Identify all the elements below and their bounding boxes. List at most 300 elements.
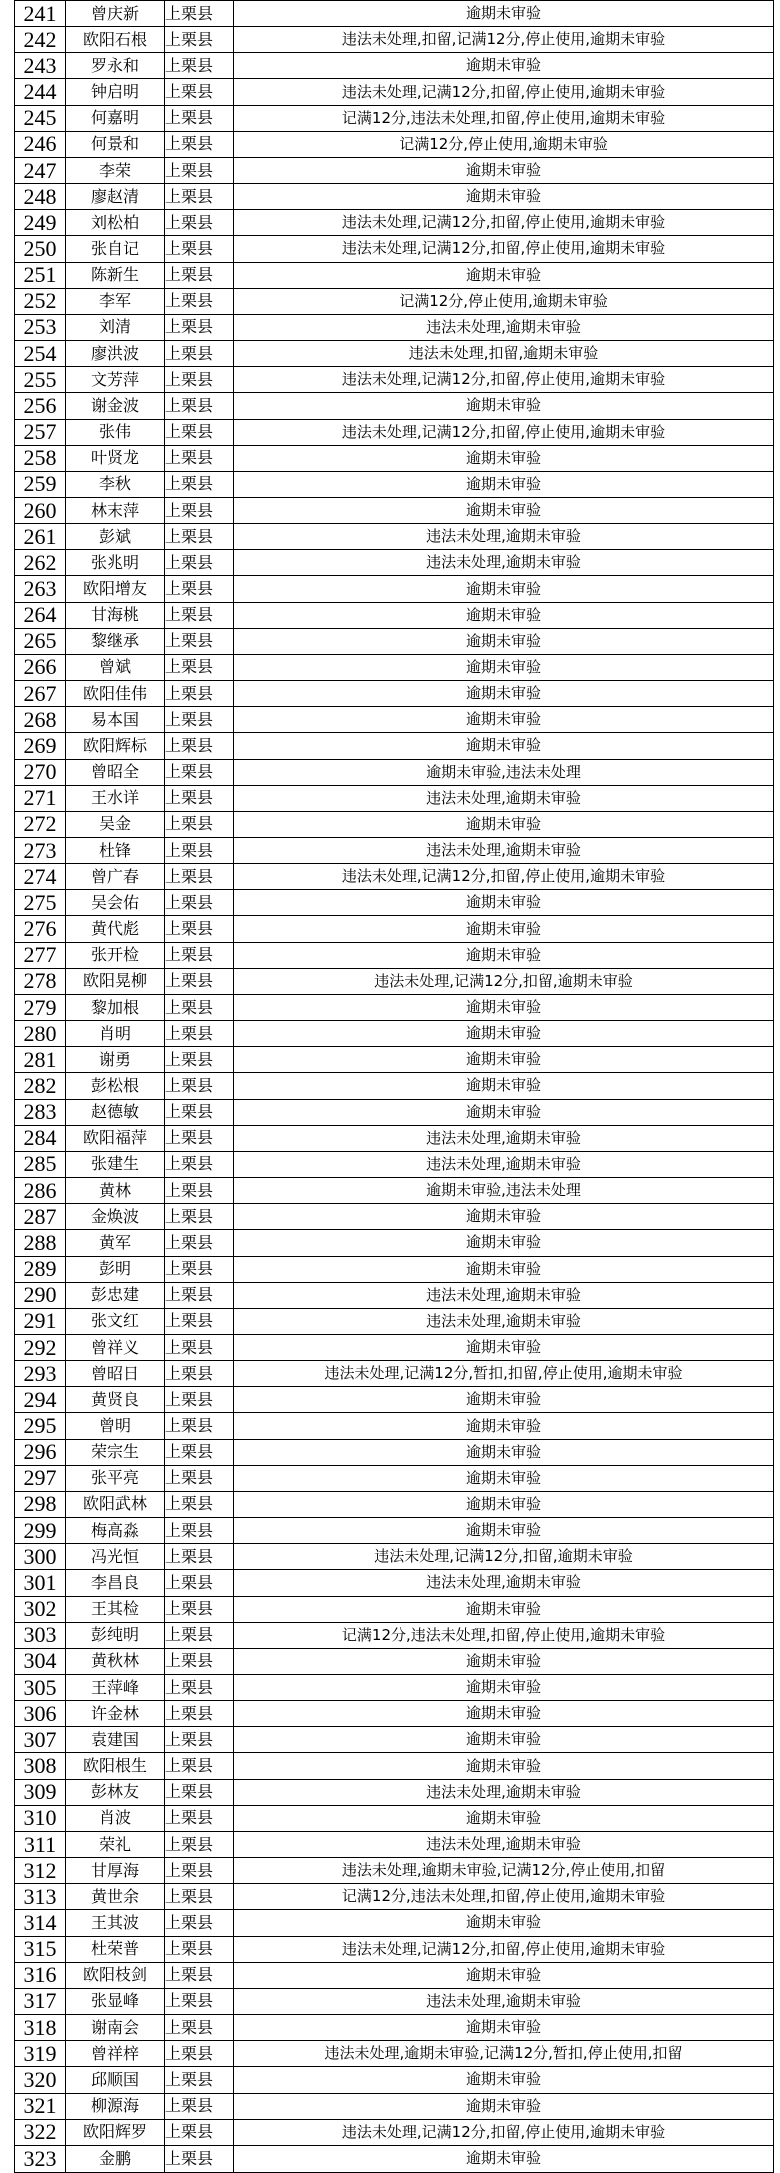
table-row [15, 1518, 774, 1544]
county-name: 上栗县 [165, 524, 234, 550]
table-row [15, 864, 774, 890]
row-number: 319 [15, 2041, 66, 2067]
violation-status: 违法未处理,逾期未审验 [234, 1151, 774, 1177]
county-name: 上栗县 [165, 1073, 234, 1099]
county-name: 上栗县 [165, 864, 234, 890]
county-name: 上栗县 [165, 602, 234, 628]
person-name: 曾祥梓 [66, 2041, 165, 2067]
violation-status: 违法未处理,扣留,逾期未审验 [234, 341, 774, 367]
county-name: 上栗县 [165, 1962, 234, 1988]
row-number: 289 [15, 1256, 66, 1282]
row-number: 294 [15, 1387, 66, 1413]
violation-status: 逾期未审验 [234, 681, 774, 707]
county-name: 上栗县 [165, 1831, 234, 1857]
violation-status: 违法未处理,记满12分,扣留,停止使用,逾期未审验 [234, 367, 774, 393]
violation-status: 逾期未审验 [234, 707, 774, 733]
violation-status: 逾期未审验 [234, 1491, 774, 1517]
person-name: 黄世余 [66, 1884, 165, 1910]
county-name: 上栗县 [165, 79, 234, 105]
row-number: 254 [15, 341, 66, 367]
violation-status: 违法未处理,逾期未审验 [234, 1570, 774, 1596]
person-name: 李秋 [66, 471, 165, 497]
table-row [15, 1387, 774, 1413]
person-name: 肖波 [66, 1805, 165, 1831]
violation-status: 逾期未审验 [234, 2067, 774, 2093]
county-name: 上栗县 [165, 2119, 234, 2145]
row-number: 250 [15, 236, 66, 262]
violation-status: 逾期未审验 [234, 1230, 774, 1256]
row-number: 252 [15, 288, 66, 314]
person-name: 吴金 [66, 811, 165, 837]
row-number: 258 [15, 445, 66, 471]
row-number: 261 [15, 524, 66, 550]
row-number: 269 [15, 733, 66, 759]
person-name: 甘海桃 [66, 602, 165, 628]
table-row [15, 2145, 774, 2172]
row-number: 291 [15, 1308, 66, 1334]
violation-status: 违法未处理,记满12分,扣留,停止使用,逾期未审验 [234, 419, 774, 445]
violation-status: 违法未处理,记满12分,扣留,停止使用,逾期未审验 [234, 210, 774, 236]
table-row [15, 1753, 774, 1779]
person-name: 欧阳辉罗 [66, 2119, 165, 2145]
table-row [15, 105, 774, 131]
county-name: 上栗县 [165, 811, 234, 837]
table-row [15, 184, 774, 210]
row-number: 275 [15, 890, 66, 916]
person-name: 张自记 [66, 236, 165, 262]
violation-status: 逾期未审验 [234, 2093, 774, 2119]
row-number: 266 [15, 654, 66, 680]
row-number: 288 [15, 1230, 66, 1256]
table-row [15, 210, 774, 236]
table-row [15, 262, 774, 288]
row-number: 296 [15, 1439, 66, 1465]
county-name: 上栗县 [165, 1675, 234, 1701]
records-table-body [15, 1, 774, 2173]
county-name: 上栗县 [165, 27, 234, 53]
person-name: 张文红 [66, 1308, 165, 1334]
violation-status: 逾期未审验 [234, 471, 774, 497]
violation-status: 逾期未审验 [234, 445, 774, 471]
violation-status: 逾期未审验 [234, 1413, 774, 1439]
person-name: 曾庆新 [66, 1, 165, 27]
table-row [15, 1910, 774, 1936]
county-name: 上栗县 [165, 916, 234, 942]
person-name: 王萍峰 [66, 1675, 165, 1701]
table-row [15, 1701, 774, 1727]
violation-status: 逾期未审验 [234, 994, 774, 1020]
row-number: 256 [15, 393, 66, 419]
person-name: 肖明 [66, 1021, 165, 1047]
table-row [15, 1962, 774, 1988]
table-row [15, 524, 774, 550]
row-number: 293 [15, 1361, 66, 1387]
row-number: 264 [15, 602, 66, 628]
county-name: 上栗县 [165, 262, 234, 288]
county-name: 上栗县 [165, 1021, 234, 1047]
table-row [15, 471, 774, 497]
row-number: 263 [15, 576, 66, 602]
violation-status: 逾期未审验 [234, 1387, 774, 1413]
row-number: 322 [15, 2119, 66, 2145]
person-name: 王水详 [66, 785, 165, 811]
row-number: 313 [15, 1884, 66, 1910]
county-name: 上栗县 [165, 890, 234, 916]
violation-status: 违法未处理,记满12分,扣留,停止使用,逾期未审验 [234, 2119, 774, 2145]
table-row [15, 341, 774, 367]
person-name: 柳源海 [66, 2093, 165, 2119]
row-number: 287 [15, 1204, 66, 1230]
table-row [15, 759, 774, 785]
violation-status: 记满12分,违法未处理,扣留,停止使用,逾期未审验 [234, 1884, 774, 1910]
county-name: 上栗县 [165, 550, 234, 576]
county-name: 上栗县 [165, 105, 234, 131]
row-number: 279 [15, 994, 66, 1020]
row-number: 310 [15, 1805, 66, 1831]
person-name: 王其检 [66, 1596, 165, 1622]
row-number: 257 [15, 419, 66, 445]
table-row [15, 838, 774, 864]
table-row [15, 1099, 774, 1125]
row-number: 285 [15, 1151, 66, 1177]
person-name: 彭斌 [66, 524, 165, 550]
county-name: 上栗县 [165, 1334, 234, 1360]
person-name: 曾祥义 [66, 1334, 165, 1360]
table-row [15, 1439, 774, 1465]
person-name: 黄林 [66, 1178, 165, 1204]
person-name: 赵德敏 [66, 1099, 165, 1125]
person-name: 王其波 [66, 1910, 165, 1936]
county-name: 上栗县 [165, 2041, 234, 2067]
row-number: 301 [15, 1570, 66, 1596]
person-name: 冯光恒 [66, 1544, 165, 1570]
violation-status: 逾期未审验 [234, 1073, 774, 1099]
table-row [15, 890, 774, 916]
violation-status: 违法未处理,逾期未审验 [234, 838, 774, 864]
row-number: 317 [15, 1988, 66, 2014]
county-name: 上栗县 [165, 628, 234, 654]
row-number: 248 [15, 184, 66, 210]
person-name: 黄军 [66, 1230, 165, 1256]
row-number: 320 [15, 2067, 66, 2093]
county-name: 上栗县 [165, 341, 234, 367]
person-name: 许金林 [66, 1701, 165, 1727]
person-name: 彭明 [66, 1256, 165, 1282]
table-row [15, 550, 774, 576]
records-table [14, 0, 774, 2173]
violation-status: 逾期未审验 [234, 890, 774, 916]
table-row [15, 2041, 774, 2067]
table-row [15, 393, 774, 419]
row-number: 247 [15, 157, 66, 183]
person-name: 林末萍 [66, 497, 165, 523]
county-name: 上栗县 [165, 1648, 234, 1674]
row-number: 241 [15, 1, 66, 27]
row-number: 242 [15, 27, 66, 53]
table-row [15, 53, 774, 79]
county-name: 上栗县 [165, 1936, 234, 1962]
person-name: 张兆明 [66, 550, 165, 576]
table-row [15, 942, 774, 968]
table-row [15, 707, 774, 733]
row-number: 249 [15, 210, 66, 236]
person-name: 刘松柏 [66, 210, 165, 236]
table-row [15, 79, 774, 105]
row-number: 309 [15, 1779, 66, 1805]
person-name: 文芳萍 [66, 367, 165, 393]
violation-status: 违法未处理,记满12分,扣留,停止使用,逾期未审验 [234, 236, 774, 262]
county-name: 上栗县 [165, 838, 234, 864]
county-name: 上栗县 [165, 314, 234, 340]
county-name: 上栗县 [165, 1465, 234, 1491]
person-name: 罗永和 [66, 53, 165, 79]
table-row [15, 1361, 774, 1387]
county-name: 上栗县 [165, 1, 234, 27]
table-row [15, 1413, 774, 1439]
violation-status: 违法未处理,逾期未审验 [234, 785, 774, 811]
table-row [15, 1021, 774, 1047]
county-name: 上栗县 [165, 288, 234, 314]
row-number: 300 [15, 1544, 66, 1570]
table-row [15, 1884, 774, 1910]
violation-status: 记满12分,违法未处理,扣留,停止使用,逾期未审验 [234, 1622, 774, 1648]
violation-status: 逾期未审验 [234, 262, 774, 288]
person-name: 彭忠建 [66, 1282, 165, 1308]
row-number: 304 [15, 1648, 66, 1674]
person-name: 谢金波 [66, 393, 165, 419]
person-name: 甘厚海 [66, 1858, 165, 1884]
row-number: 305 [15, 1675, 66, 1701]
person-name: 黄秋林 [66, 1648, 165, 1674]
county-name: 上栗县 [165, 1910, 234, 1936]
violation-status: 违法未处理,逾期未审验 [234, 550, 774, 576]
table-row [15, 1648, 774, 1674]
table-row [15, 1544, 774, 1570]
person-name: 曾广春 [66, 864, 165, 890]
violation-status: 逾期未审验 [234, 1334, 774, 1360]
table-row [15, 1779, 774, 1805]
violation-status: 逾期未审验 [234, 1099, 774, 1125]
county-name: 上栗县 [165, 1884, 234, 1910]
violation-status: 违法未处理,逾期未审验 [234, 1988, 774, 2014]
county-name: 上栗县 [165, 1805, 234, 1831]
county-name: 上栗县 [165, 1701, 234, 1727]
row-number: 290 [15, 1282, 66, 1308]
violation-status: 逾期未审验 [234, 916, 774, 942]
table-row [15, 1047, 774, 1073]
county-name: 上栗县 [165, 2093, 234, 2119]
violation-status: 违法未处理,逾期未审验 [234, 524, 774, 550]
county-name: 上栗县 [165, 654, 234, 680]
row-number: 280 [15, 1021, 66, 1047]
county-name: 上栗县 [165, 733, 234, 759]
person-name: 何嘉明 [66, 105, 165, 131]
row-number: 316 [15, 1962, 66, 1988]
violation-status: 逾期未审验 [234, 184, 774, 210]
county-name: 上栗县 [165, 1047, 234, 1073]
table-row [15, 314, 774, 340]
violation-status: 违法未处理,逾期未审验,记满12分,停止使用,扣留 [234, 1858, 774, 1884]
table-row [15, 1073, 774, 1099]
table-row [15, 681, 774, 707]
person-name: 金鹏 [66, 2145, 165, 2172]
violation-status: 逾期未审验 [234, 1805, 774, 1831]
row-number: 274 [15, 864, 66, 890]
table-row [15, 1125, 774, 1151]
violation-status: 逾期未审验 [234, 1910, 774, 1936]
county-name: 上栗县 [165, 1596, 234, 1622]
violation-status: 逾期未审验 [234, 1753, 774, 1779]
row-number: 303 [15, 1622, 66, 1648]
table-row [15, 628, 774, 654]
table-row [15, 1988, 774, 2014]
violation-status: 违法未处理,记满12分,扣留,停止使用,逾期未审验 [234, 79, 774, 105]
row-number: 284 [15, 1125, 66, 1151]
table-row [15, 288, 774, 314]
table-row [15, 576, 774, 602]
row-number: 271 [15, 785, 66, 811]
county-name: 上栗县 [165, 1544, 234, 1570]
county-name: 上栗县 [165, 1361, 234, 1387]
row-number: 282 [15, 1073, 66, 1099]
county-name: 上栗县 [165, 157, 234, 183]
row-number: 314 [15, 1910, 66, 1936]
violation-status: 逾期未审验 [234, 811, 774, 837]
violation-status: 违法未处理,逾期未审验 [234, 1308, 774, 1334]
person-name: 荣宗生 [66, 1439, 165, 1465]
violation-status: 逾期未审验 [234, 1727, 774, 1753]
table-row [15, 1622, 774, 1648]
county-name: 上栗县 [165, 131, 234, 157]
violation-status: 逾期未审验 [234, 1962, 774, 1988]
person-name: 黎继承 [66, 628, 165, 654]
table-row [15, 497, 774, 523]
row-number: 270 [15, 759, 66, 785]
violation-status: 记满12分,停止使用,逾期未审验 [234, 131, 774, 157]
violation-status: 逾期未审验,违法未处理 [234, 1178, 774, 1204]
table-row [15, 131, 774, 157]
violation-status: 逾期未审验 [234, 53, 774, 79]
table-row [15, 1491, 774, 1517]
table-row [15, 1282, 774, 1308]
violation-status: 违法未处理,逾期未审验,记满12分,暂扣,停止使用,扣留 [234, 2041, 774, 2067]
person-name: 何景和 [66, 131, 165, 157]
person-name: 梅高淼 [66, 1518, 165, 1544]
row-number: 286 [15, 1178, 66, 1204]
table-row [15, 1334, 774, 1360]
violation-status: 违法未处理,逾期未审验 [234, 314, 774, 340]
person-name: 张建生 [66, 1151, 165, 1177]
violation-status: 违法未处理,逾期未审验 [234, 1125, 774, 1151]
violation-status: 逾期未审验 [234, 1701, 774, 1727]
row-number: 259 [15, 471, 66, 497]
table-row [15, 1151, 774, 1177]
county-name: 上栗县 [165, 1988, 234, 2014]
person-name: 李荣 [66, 157, 165, 183]
person-name: 欧阳根生 [66, 1753, 165, 1779]
table-row [15, 1, 774, 27]
violation-status: 违法未处理,记满12分,扣留,逾期未审验 [234, 1544, 774, 1570]
county-name: 上栗县 [165, 1099, 234, 1125]
person-name: 欧阳晃柳 [66, 968, 165, 994]
violation-status: 违法未处理,记满12分,扣留,停止使用,逾期未审验 [234, 864, 774, 890]
table-row [15, 1936, 774, 1962]
violation-status: 逾期未审验 [234, 602, 774, 628]
violation-status: 逾期未审验 [234, 2015, 774, 2041]
row-number: 321 [15, 2093, 66, 2119]
table-row [15, 968, 774, 994]
row-number: 268 [15, 707, 66, 733]
person-name: 欧阳枝剑 [66, 1962, 165, 1988]
person-name: 廖赵清 [66, 184, 165, 210]
row-number: 315 [15, 1936, 66, 1962]
violation-status: 逾期未审验 [234, 1675, 774, 1701]
table-row [15, 27, 774, 53]
county-name: 上栗县 [165, 1387, 234, 1413]
violation-status: 逾期未审验 [234, 157, 774, 183]
person-name: 陈新生 [66, 262, 165, 288]
table-row [15, 1465, 774, 1491]
table-row [15, 1256, 774, 1282]
violation-status: 逾期未审验 [234, 1021, 774, 1047]
row-number: 255 [15, 367, 66, 393]
table-row [15, 1805, 774, 1831]
table-row [15, 2119, 774, 2145]
row-number: 308 [15, 1753, 66, 1779]
row-number: 267 [15, 681, 66, 707]
table-row [15, 602, 774, 628]
table-row [15, 1570, 774, 1596]
row-number: 295 [15, 1413, 66, 1439]
person-name: 张显峰 [66, 1988, 165, 2014]
person-name: 钟启明 [66, 79, 165, 105]
table-row [15, 1178, 774, 1204]
county-name: 上栗县 [165, 1204, 234, 1230]
violation-status: 逾期未审验 [234, 733, 774, 759]
violation-status: 逾期未审验,违法未处理 [234, 759, 774, 785]
county-name: 上栗县 [165, 1413, 234, 1439]
table-row [15, 994, 774, 1020]
violation-status: 违法未处理,记满12分,扣留,逾期未审验 [234, 968, 774, 994]
table-row [15, 1308, 774, 1334]
violation-status: 逾期未审验 [234, 1596, 774, 1622]
person-name: 欧阳增友 [66, 576, 165, 602]
row-number: 243 [15, 53, 66, 79]
table-row [15, 2015, 774, 2041]
county-name: 上栗县 [165, 210, 234, 236]
county-name: 上栗县 [165, 471, 234, 497]
row-number: 299 [15, 1518, 66, 1544]
table-row [15, 811, 774, 837]
person-name: 曾斌 [66, 654, 165, 680]
violation-status: 逾期未审验 [234, 654, 774, 680]
person-name: 张伟 [66, 419, 165, 445]
violation-status: 违法未处理,记满12分,扣留,停止使用,逾期未审验 [234, 1936, 774, 1962]
row-number: 311 [15, 1831, 66, 1857]
row-number: 302 [15, 1596, 66, 1622]
violation-status: 逾期未审验 [234, 1204, 774, 1230]
person-name: 欧阳石根 [66, 27, 165, 53]
violation-status: 逾期未审验 [234, 1465, 774, 1491]
county-name: 上栗县 [165, 2067, 234, 2093]
violation-status: 违法未处理,逾期未审验 [234, 1831, 774, 1857]
row-number: 298 [15, 1491, 66, 1517]
county-name: 上栗县 [165, 1779, 234, 1805]
county-name: 上栗县 [165, 1178, 234, 1204]
county-name: 上栗县 [165, 1125, 234, 1151]
person-name: 李昌良 [66, 1570, 165, 1596]
violation-status: 逾期未审验 [234, 1518, 774, 1544]
